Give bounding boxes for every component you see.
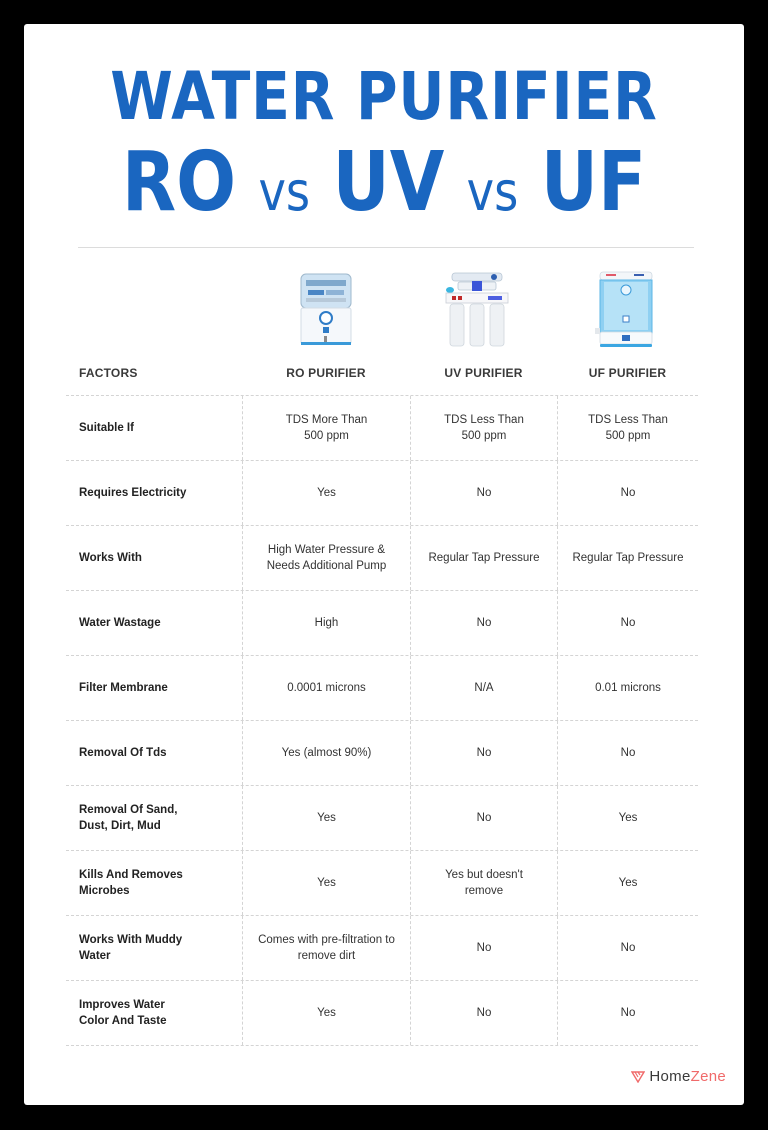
table-row (66, 395, 698, 460)
factor-label (66, 916, 242, 980)
header-uv: UV PURIFIER (444, 366, 523, 380)
uv-value-text: TDS Less Than 500 ppm (444, 414, 524, 442)
ro-value: Yes (almost 90%) (242, 721, 410, 785)
title-uf: UF (540, 135, 647, 230)
factor-label: Removal Of Tds (79, 747, 167, 759)
ro-value: Yes (242, 461, 410, 525)
table-row (66, 655, 698, 720)
factor-label: Works With (79, 552, 142, 564)
uf-value (557, 396, 698, 460)
factor-label: Suitable If (79, 422, 134, 434)
title-vs-1: vs (258, 160, 311, 223)
factor-label-text: Works With Muddy Water (79, 934, 183, 962)
ro-value: 0.0001 microns (242, 656, 410, 720)
ro-value: Yes (242, 786, 410, 850)
uf-value: Yes (557, 851, 698, 915)
table-row (66, 460, 698, 525)
comparison-table (66, 354, 698, 1046)
table-header (66, 354, 698, 395)
uf-value: No (557, 461, 698, 525)
factor-label (66, 851, 242, 915)
title-uv: UV (332, 135, 445, 230)
uv-value (410, 396, 557, 460)
ro-purifier-image (296, 270, 356, 350)
homezene-logo-icon (631, 1071, 645, 1083)
brand-logo (631, 1068, 726, 1085)
uv-value: No (410, 916, 557, 980)
title-divider (78, 247, 694, 248)
factor-label-text: Improves Water Color And Taste (79, 999, 167, 1027)
uv-value: No (410, 591, 557, 655)
factor-label (66, 786, 242, 850)
uf-value: No (557, 591, 698, 655)
brand-home: Home (649, 1068, 691, 1085)
ro-value (242, 526, 410, 590)
ro-value (242, 396, 410, 460)
infographic-card (24, 24, 744, 1105)
uf-value: No (557, 721, 698, 785)
uv-value: No (410, 461, 557, 525)
factor-label: Water Wastage (79, 617, 161, 629)
uf-value: Yes (557, 786, 698, 850)
factor-label (66, 981, 242, 1045)
uv-value: No (410, 721, 557, 785)
uv-purifier-image (442, 270, 512, 350)
ro-value: Yes (242, 981, 410, 1045)
uv-value: No (410, 786, 557, 850)
table-row (66, 590, 698, 655)
ro-value: High (242, 591, 410, 655)
uf-value: Regular Tap Pressure (557, 526, 698, 590)
factor-label: Requires Electricity (79, 487, 187, 499)
brand-zene: Zene (690, 1068, 726, 1085)
ro-value: Yes (242, 851, 410, 915)
uf-purifier-image (594, 270, 658, 350)
header-uf: UF PURIFIER (588, 366, 667, 380)
uf-value: No (557, 916, 698, 980)
ro-value-text: High Water Pressure & Needs Additional Pump (266, 544, 387, 572)
uf-value: 0.01 microns (557, 656, 698, 720)
header-factors: FACTORS (79, 366, 138, 380)
table-row (66, 785, 698, 850)
table-row (66, 720, 698, 785)
uf-value: No (557, 981, 698, 1045)
factor-label-text: Kills And Removes Microbes (79, 869, 183, 897)
table-row (66, 525, 698, 590)
title-vs-2: vs (466, 160, 519, 223)
uv-value-text: Yes but doesn't remove (445, 869, 523, 897)
title-ro: RO (121, 135, 237, 230)
factor-label-text: Removal Of Sand, Dust, Dirt, Mud (79, 804, 178, 832)
uv-value: Regular Tap Pressure (410, 526, 557, 590)
ro-value (242, 916, 410, 980)
uv-value: N/A (410, 656, 557, 720)
page-title: WATER PURIFIER (110, 58, 658, 135)
page-subtitle (74, 135, 693, 230)
uv-value (410, 851, 557, 915)
ro-value-text: TDS More Than 500 ppm (285, 414, 368, 442)
uf-value-text: TDS Less Than 500 ppm (588, 414, 668, 442)
table-row (66, 915, 698, 980)
factor-label: Filter Membrane (79, 682, 168, 694)
table-row (66, 980, 698, 1046)
table-row (66, 850, 698, 915)
uv-value: No (410, 981, 557, 1045)
header-ro: RO PURIFIER (286, 366, 366, 380)
ro-value-text: Comes with pre-filtration to remove dirt (258, 934, 395, 962)
